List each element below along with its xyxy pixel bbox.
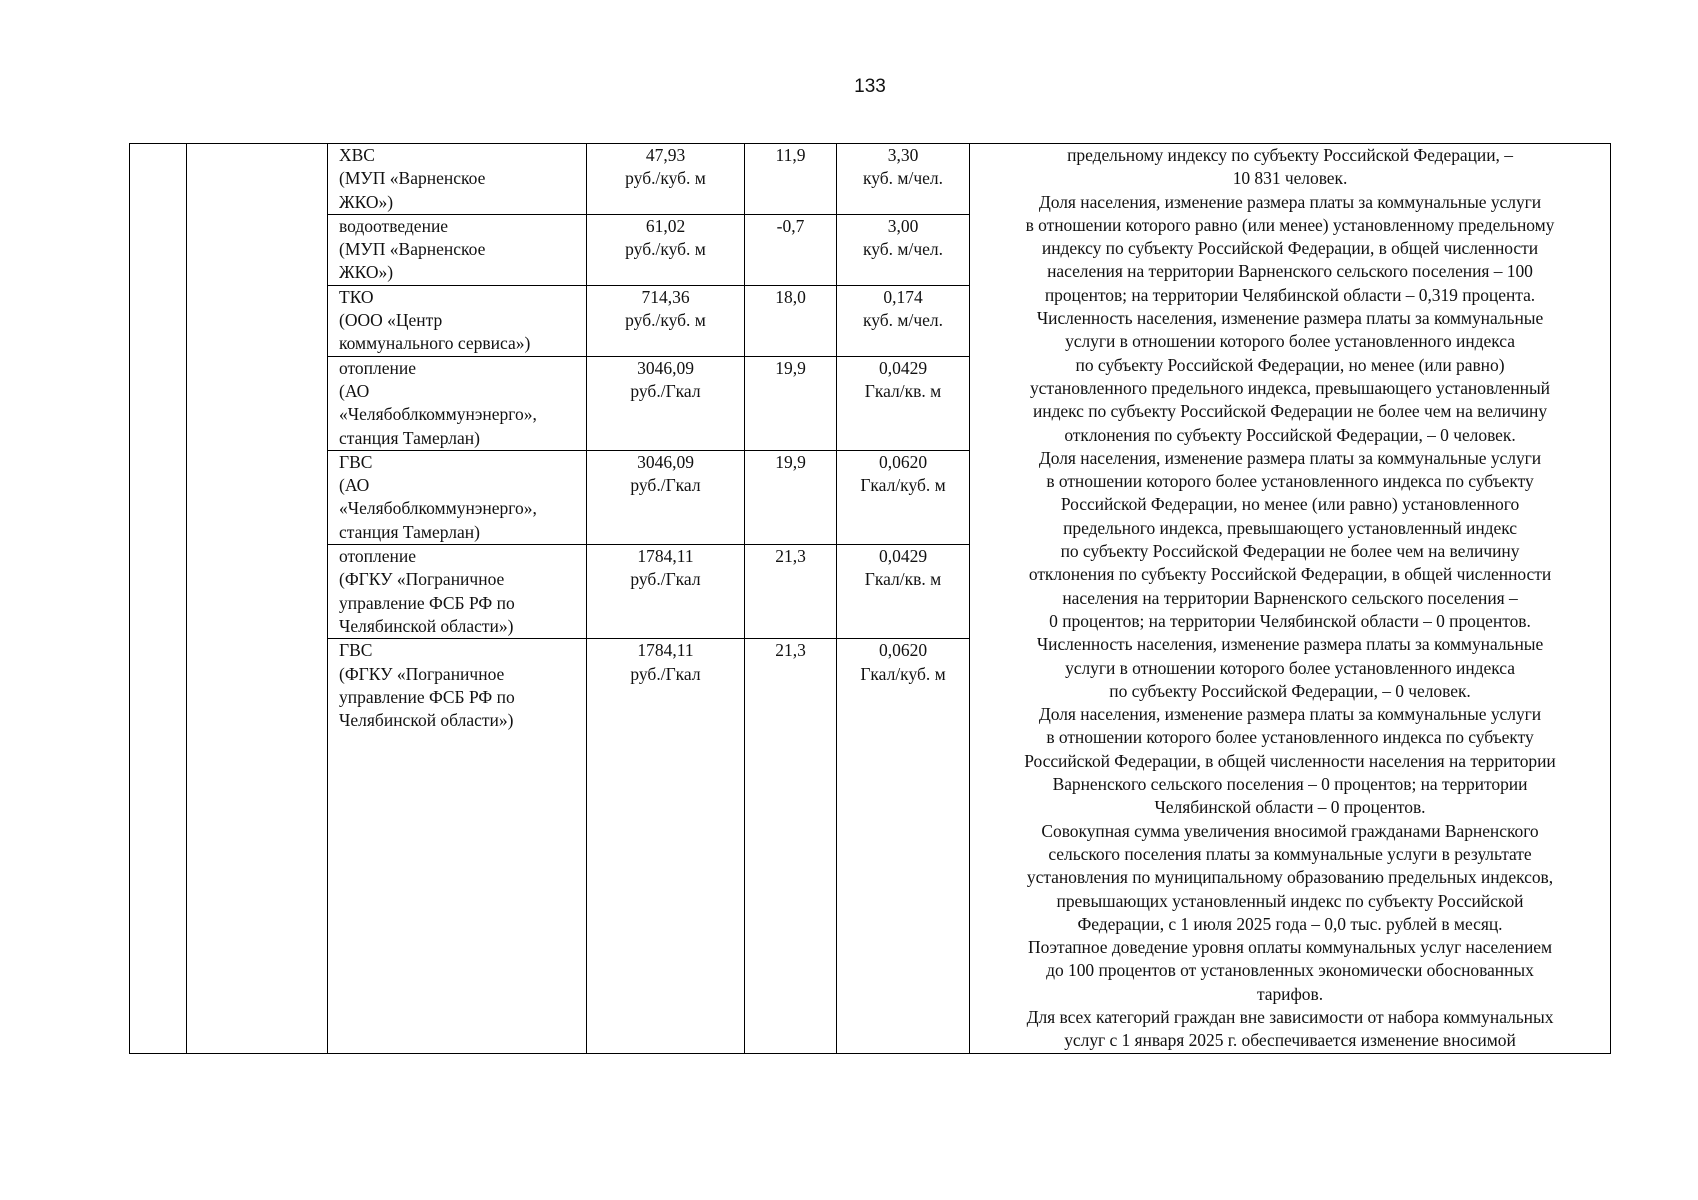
text-line: отклонения по субъекту Российской Федерации, – 0 человек. [1064,424,1516,445]
tariff-value: 1784,11 [637,546,694,567]
norm-unit: куб. м/чел. [862,310,944,331]
text-line: превышающих установленный индекс по субъекту Российской [1056,890,1524,911]
norm-value: 3,30 [887,145,919,165]
change-cell [745,639,837,1053]
text-line: Варненского сельского поселения – 0 процентов; на территории [1052,774,1528,795]
text-line: предельного индекса, превышающего установленный индекс [1063,517,1517,538]
norm-cell [837,545,970,639]
tariff-cell [587,356,745,450]
change-cell [745,214,837,285]
text-line: отклонения по субъекту Российской Федерации, в общей численности [1028,564,1552,585]
tariff-value: 61,02 [645,215,686,236]
norm-unit: Гкал/кв. м [864,380,942,401]
service-line: (ФГКУ «Пограничное [339,569,505,590]
tariff-value: 714,36 [641,286,690,307]
text-line: Российской Федерации, но менее (или равно) установленного [1060,494,1520,515]
number-cell [130,144,187,1054]
norm-cell [837,450,970,544]
change-value: 19,9 [775,357,806,378]
text-line: Доля населения, изменение размера платы за коммунальные услуги [1038,704,1542,725]
norm-value: 3,00 [887,215,919,236]
text-line: Совокупная сумма увеличения вносимой гражданами Варненского [1041,820,1539,841]
service-line: ЖКО») [339,191,394,212]
text-line: индекс по субъекту Российской Федерации не более чем на величину [1032,401,1548,422]
service-line: (ООО «Центр [339,310,443,331]
service-line: Челябинской области») [339,710,514,731]
norm-value: 0,0429 [878,546,928,567]
service-line: управление ФСБ РФ по [339,686,515,707]
tariff-unit: руб./Гкал [630,569,701,590]
tariff-cell [587,450,745,544]
text-line: Для всех категорий граждан вне зависимости от набора коммунальных [1026,1006,1554,1027]
page-number: 133 [854,76,886,97]
service-line: «Челябоблкоммунэнерго», [339,498,537,519]
tariff-cell [587,144,745,215]
service-line: станция Тамерлан) [339,521,480,542]
service-line: коммунального сервиса») [339,333,531,354]
text-line: установленного предельного индекса, превышающего установленный [1029,377,1550,398]
service-cell [328,214,587,285]
service-cell [328,639,587,1053]
text-line: тарифов. [1256,983,1324,1004]
text-line: индексу по субъекту Российской Федерации, в общей численности [1041,238,1539,259]
tariff-unit: руб./куб. м [625,310,706,331]
service-cell [328,285,587,356]
change-value: 21,3 [775,640,806,661]
text-line: Численность населения, изменение размера платы за коммунальные [1036,308,1544,329]
text-line: предельному индексу по субъекту Российской Федерации, – [1067,145,1513,165]
tariff-cell [587,285,745,356]
text-line: установления по муниципальному образованию предельных индексов, [1026,867,1554,888]
change-cell [745,285,837,356]
municipality-cell [187,144,328,1054]
tariff-unit: руб./Гкал [630,475,701,496]
text-line: населения на территории Варненского сельского поселения – 100 [1047,261,1533,282]
tariff-unit: руб./Гкал [630,380,701,401]
service-cell [328,450,587,544]
tariff-unit: руб./Гкал [630,663,701,684]
text-line: Доля населения, изменение размера платы за коммунальные услуги [1038,447,1542,468]
norm-unit: куб. м/чел. [862,239,944,260]
service-line: управление ФСБ РФ по [339,592,515,613]
text-line: 10 831 человек. [1232,168,1348,189]
tariff-unit: руб./куб. м [625,239,706,260]
text-line: Челябинской области – 0 процентов. [1154,797,1426,818]
service-cell [328,144,587,215]
text-line: услуги в отношении которого более установленного индекса [1065,331,1515,352]
change-value: 11,9 [775,145,806,165]
service-line: отопление [339,546,417,567]
tariff-cell [587,214,745,285]
change-value: 21,3 [775,546,806,567]
change-value: 18,0 [775,286,806,307]
service-line: (МУП «Варненское [339,168,486,189]
text-line: по субъекту Российской Федерации, но менее (или равно) [1075,354,1505,375]
service-line: ТКО [339,286,374,307]
service-line: (ФГКУ «Пограничное [339,663,505,684]
tariff-table [129,143,1611,1054]
service-line: станция Тамерлан) [339,427,480,448]
service-line: ЖКО») [339,262,394,283]
norm-unit: куб. м/чел. [862,168,944,189]
norm-cell [837,639,970,1053]
norm-cell [837,285,970,356]
service-line: водоотведение [339,215,449,236]
service-line: «Челябоблкоммунэнерго», [339,404,537,425]
service-line: Челябинской области») [339,615,514,636]
text-line: сельского поселения платы за коммунальные услуги в результате [1048,843,1532,864]
norm-unit: Гкал/куб. м [860,475,946,496]
change-cell [745,450,837,544]
norm-value: 0,174 [883,286,923,307]
text-line: Федерации, с 1 июля 2025 года – 0,0 тыс. рублей в месяц. [1077,913,1503,934]
norm-value: 0,0429 [878,357,928,378]
text-line: услуги в отношении которого более установленного индекса [1065,657,1515,678]
service-line: (АО [339,380,370,401]
service-line: ГВС [339,640,373,661]
tariff-value: 3046,09 [637,451,694,472]
service-line: (МУП «Варненское [339,239,486,260]
change-value: 19,9 [775,451,806,472]
norm-cell [837,144,970,215]
tariff-value: 47,93 [645,145,686,165]
text-line: в отношении которого равно (или менее) установленному предельному [1025,214,1555,235]
table-row [130,144,1611,215]
text-line: по субъекту Российской Федерации не более чем на величину [1060,541,1520,562]
service-cell [328,545,587,639]
tariff-cell [587,545,745,639]
tariff-cell [587,639,745,1053]
change-cell [745,545,837,639]
text-line: Численность населения, изменение размера платы за коммунальные [1036,634,1544,655]
tariff-value: 1784,11 [637,640,694,661]
service-line: ХВС [339,145,375,165]
norm-value: 0,0620 [878,451,928,472]
change-value: -0,7 [776,215,805,236]
text-line: до 100 процентов от установленных экономически обоснованных [1046,960,1534,981]
norm-cell [837,214,970,285]
service-line: отопление [339,357,417,378]
text-line: в отношении которого более установленного индекса по субъекту [1046,471,1534,492]
change-cell [745,356,837,450]
explanation-cell [970,144,1611,1054]
norm-unit: Гкал/куб. м [860,663,946,684]
tariff-unit: руб./куб. м [625,168,706,189]
text-line: населения на территории Варненского сельского поселения – [1062,587,1518,608]
text-line: Российской Федерации, в общей численности населения на территории [1024,750,1556,771]
service-line: ГВС [339,451,373,472]
norm-value: 0,0620 [878,640,928,661]
service-line: (АО [339,475,370,496]
text-line: 0 процентов; на территории Челябинской области – 0 процентов. [1049,610,1531,631]
text-line: процентов; на территории Челябинской области – 0,319 процента. [1044,284,1536,305]
norm-unit: Гкал/кв. м [864,569,942,590]
text-line: в отношении которого более установленного индекса по субъекту [1046,727,1534,748]
tariff-value: 3046,09 [637,357,694,378]
text-line: услуг с 1 января 2025 г. обеспечивается изменение вносимой [1064,1030,1516,1051]
text-line: Поэтапное доведение уровня оплаты коммунальных услуг населением [1027,937,1553,958]
text-line: по субъекту Российской Федерации, – 0 человек. [1109,680,1471,701]
service-cell [328,356,587,450]
norm-cell [837,356,970,450]
text-line: Доля населения, изменение размера платы за коммунальные услуги [1038,191,1542,212]
change-cell [745,144,837,215]
